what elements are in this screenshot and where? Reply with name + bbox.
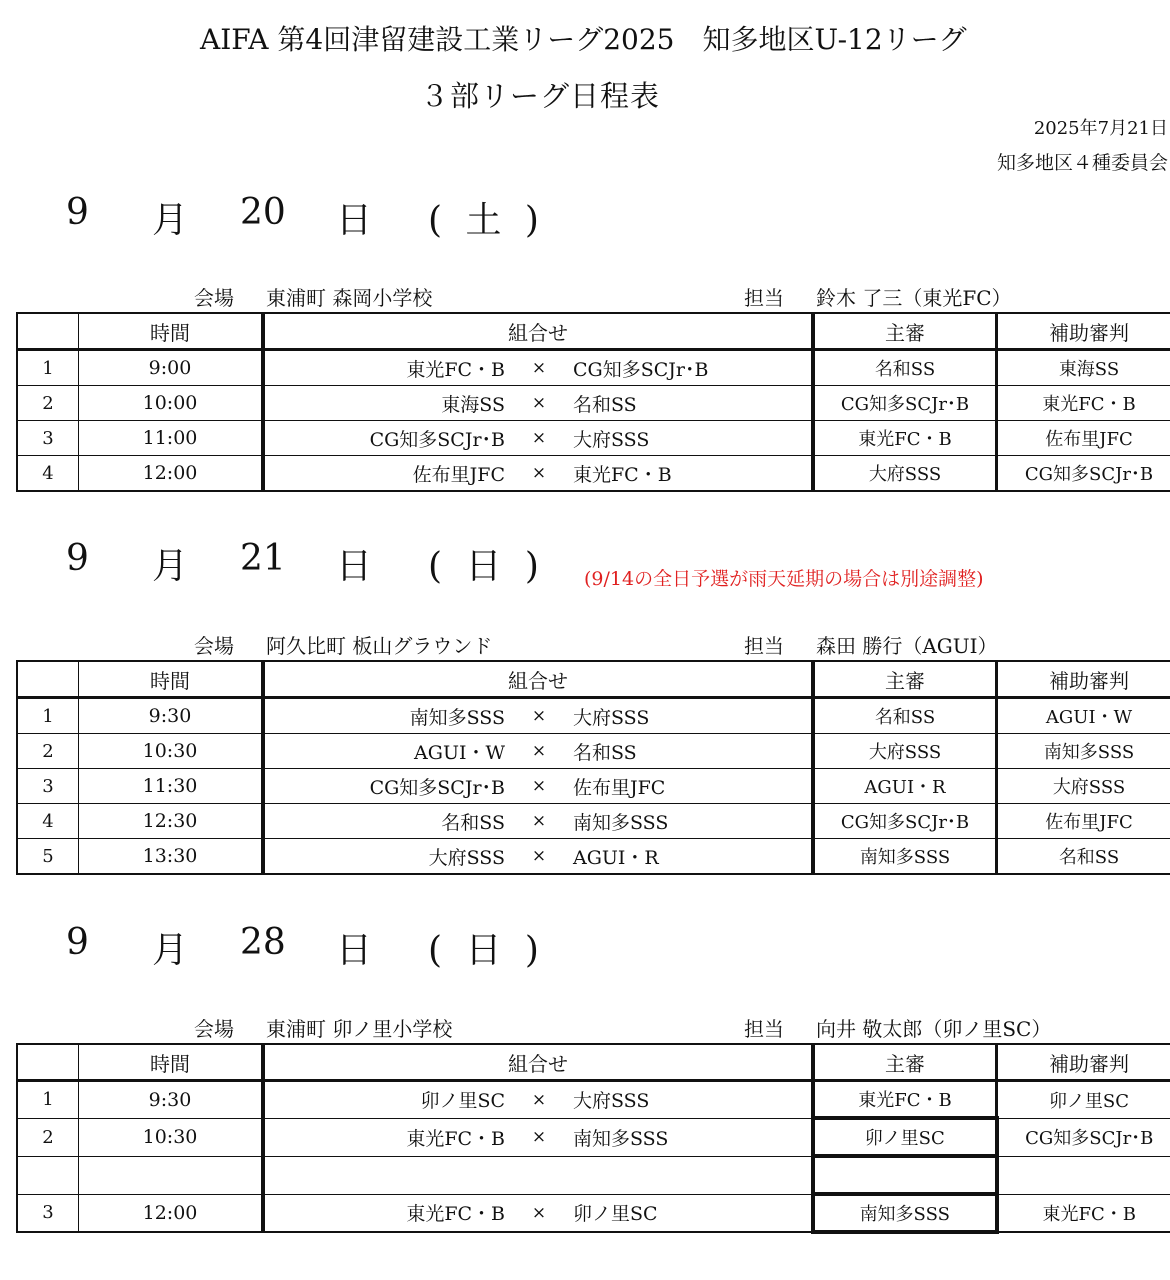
day: 20 <box>240 192 286 233</box>
table-row: 1 9:30 南知多SSS × 大府SSS 名和SS AGUI・W <box>17 698 1170 734</box>
venue-name: 東浦町 卯ノ里小学校 <box>266 1017 453 1041</box>
schedule-table <box>16 660 1170 875</box>
charge-name: 向井 敬太郎（卯ノ里SC） <box>816 1017 1052 1041</box>
header-referee: 主審 <box>813 1044 997 1081</box>
month: 9 <box>66 922 89 963</box>
venue-label: 会場 <box>194 1017 234 1041</box>
day: 21 <box>240 538 286 579</box>
rain-note: (9/14の全日予選が雨天延期の場合は別途調整) <box>584 568 984 590</box>
table-row: 1 9:00 東光FC・B × CG知多SCJr･B 名和SS 東海SS <box>17 350 1170 386</box>
table-row: 5 13:30 大府SSS × AGUI・R 南知多SSS 名和SS <box>17 839 1170 875</box>
header-referee: 主審 <box>813 313 997 350</box>
month-unit: 月 <box>152 546 189 587</box>
charge-name: 鈴木 了三（東光FC） <box>816 286 1012 310</box>
day-unit: 日 <box>336 546 373 587</box>
table-header <box>17 661 1170 698</box>
table-header <box>17 313 1170 350</box>
schedule-table <box>16 1043 1170 1234</box>
month: 9 <box>66 538 89 579</box>
header-match: 組合せ <box>263 661 813 698</box>
month: 9 <box>66 192 89 233</box>
day: 28 <box>240 922 286 963</box>
charge-label: 担当 <box>744 634 784 658</box>
month-unit: 月 <box>152 200 189 241</box>
table-row: 3 12:00 東光FC・B × 卯ノ里SC 南知多SSS 東光FC・B <box>17 1194 1170 1232</box>
issuer: 知多地区４種委員会 <box>996 152 1168 174</box>
table-row: 4 12:30 名和SS × 南知多SSS CG知多SCJr･B 佐布里JFC <box>17 804 1170 839</box>
day-unit: 日 <box>336 930 373 971</box>
header-time: 時間 <box>79 661 264 698</box>
day-unit: 日 <box>336 200 373 241</box>
table-row: 3 11:30 CG知多SCJr･B × 佐布里JFC AGUI・R 大府SSS <box>17 769 1170 804</box>
table-row: 1 9:30 卯ノ里SC × 大府SSS 東光FC・B 卯ノ里SC <box>17 1081 1170 1119</box>
header-time: 時間 <box>79 1044 264 1081</box>
venue-label: 会場 <box>194 634 234 658</box>
header-time: 時間 <box>79 313 264 350</box>
header-assistant: 補助審判 <box>997 1044 1170 1081</box>
table-row: 2 10:30 AGUI・W × 名和SS 大府SSS 南知多SSS <box>17 734 1170 769</box>
month-unit: 月 <box>152 930 189 971</box>
charge-label: 担当 <box>744 1017 784 1041</box>
header-assistant: 補助審判 <box>997 661 1170 698</box>
header-match: 組合せ <box>263 1044 813 1081</box>
table-row: 3 11:00 CG知多SCJr･B × 大府SSS 東光FC・B 佐布里JFC <box>17 421 1170 456</box>
table-row-empty <box>17 1156 1170 1194</box>
header-assistant: 補助審判 <box>997 313 1170 350</box>
issue-date: 2025年7月21日 <box>1033 118 1168 139</box>
weekday: ( 日 ) <box>428 930 539 971</box>
venue-name: 東浦町 森岡小学校 <box>266 286 433 310</box>
document-title: AIFA 第4回津留建設工業リーグ2025 知多地区U-12リーグ <box>200 23 967 56</box>
weekday: ( 土 ) <box>428 200 539 241</box>
venue-label: 会場 <box>194 286 234 310</box>
weekday: ( 日 ) <box>428 546 539 587</box>
table-row: 2 10:30 東光FC・B × 南知多SSS 卯ノ里SC CG知多SCJr･B <box>17 1118 1170 1156</box>
table-header <box>17 1044 1170 1081</box>
venue-name: 阿久比町 板山グラウンド <box>266 634 493 658</box>
table-row: 2 10:00 東海SS × 名和SS CG知多SCJr･B 東光FC・B <box>17 386 1170 421</box>
header-match: 組合せ <box>263 313 813 350</box>
schedule-table <box>16 312 1170 492</box>
charge-name: 森田 勝行（AGUI） <box>816 634 998 658</box>
document-subtitle: ３部リーグ日程表 <box>420 79 661 113</box>
charge-label: 担当 <box>744 286 784 310</box>
header-referee: 主審 <box>813 661 997 698</box>
table-row: 4 12:00 佐布里JFC × 東光FC・B 大府SSS CG知多SCJr･B <box>17 456 1170 492</box>
